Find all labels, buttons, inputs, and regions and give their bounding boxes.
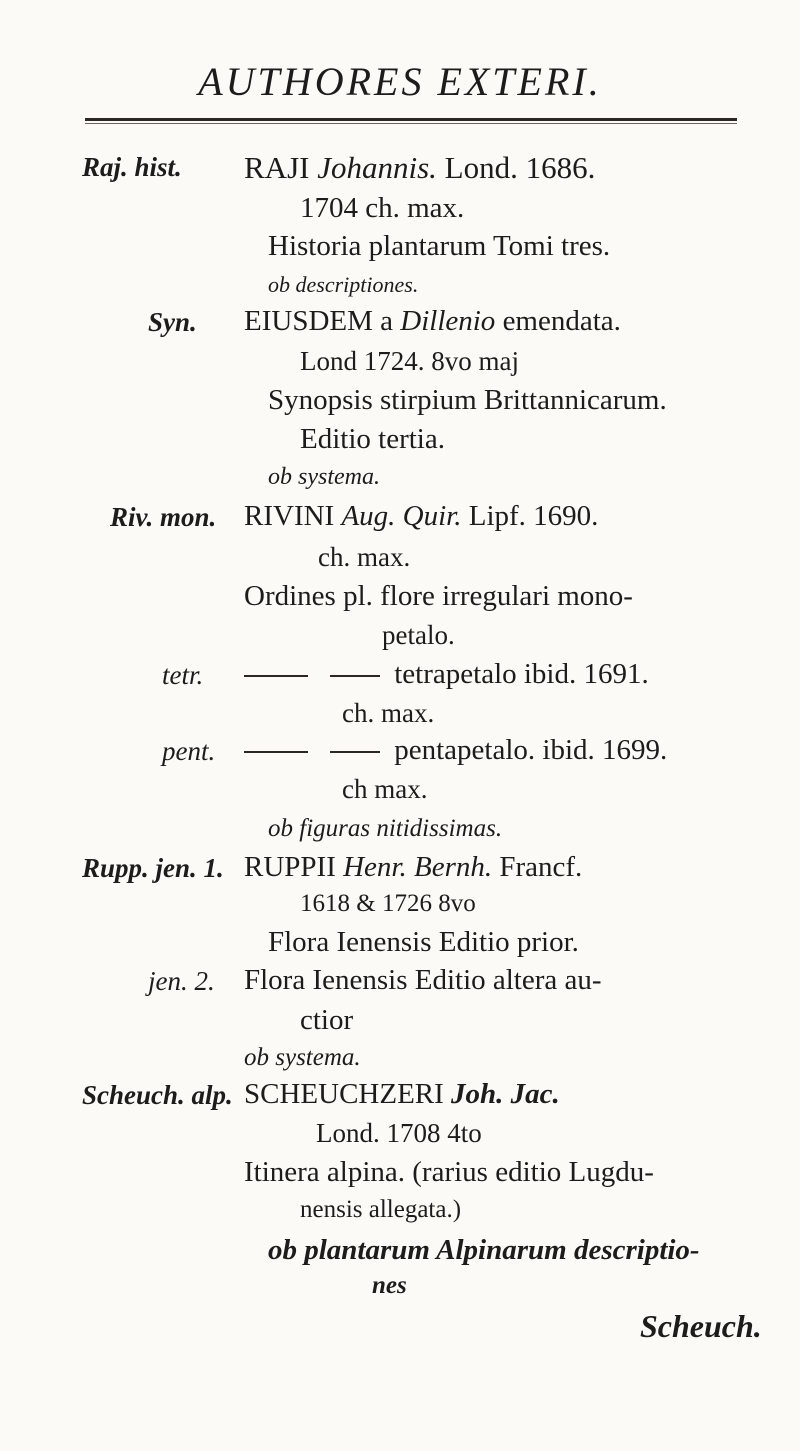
- side-abbr-syn: Syn.: [148, 307, 197, 337]
- entry-line: Historia plantarum Tomi tres.: [268, 230, 611, 262]
- catchword: Scheuch.: [640, 1308, 762, 1344]
- entry-line: EIUSDEM a Dillenio emendata.: [244, 305, 621, 337]
- entry-line: SCHEUCHZERI Joh. Jac.: [244, 1078, 560, 1110]
- entry-line: Flora Ienensis Editio altera au-: [244, 964, 602, 996]
- entry-line: Editio tertia.: [300, 423, 445, 455]
- entry-line: RUPPII Henr. Bernh. Francf.: [244, 851, 583, 883]
- entry-reason: ob systema.: [244, 1044, 361, 1071]
- entry-line: pentapetalo. ibid. 1699.: [244, 734, 667, 767]
- side-abbr-jen2: jen. 2.: [148, 966, 215, 996]
- entry-line: Lond. 1708 4to: [316, 1118, 482, 1148]
- entry-reason: ob plantarum Alpinarum descriptio-: [268, 1234, 700, 1266]
- header-rule: [85, 118, 737, 121]
- entry-line: ch. max.: [318, 542, 411, 572]
- side-abbr-pent: pent.: [162, 736, 216, 766]
- entry-line: Lond 1724. 8vo maj: [300, 346, 519, 376]
- entry-line: Ordines pl. flore irregulari mono-: [244, 580, 633, 612]
- entry-reason: ob systema.: [268, 464, 380, 490]
- entry-line: Itinera alpina. (rarius editio Lugdu-: [244, 1156, 654, 1188]
- entry-line: tetrapetalo ibid. 1691.: [244, 658, 649, 691]
- entry-reason: ob figuras nitidissimas.: [268, 815, 503, 842]
- entry-line: RIVINI Aug. Quir. Lipf. 1690.: [244, 500, 599, 532]
- header-rule-thin: [85, 123, 737, 124]
- entry-line: ctior: [300, 1004, 354, 1036]
- page-header: AUTHORES EXTERI.: [198, 59, 602, 104]
- side-abbr-tetr: tetr.: [162, 660, 204, 690]
- entry-line: petalo.: [382, 620, 455, 650]
- side-abbr-rupp: Rupp. jen. 1.: [82, 853, 224, 883]
- side-abbr-raj: Raj. hist.: [82, 152, 182, 182]
- entry-line: ch. max.: [342, 698, 435, 728]
- entry-reason-cont: nes: [372, 1272, 407, 1299]
- side-abbr-riv: Riv. mon.: [110, 502, 217, 532]
- entry-line: 1618 & 1726 8vo: [300, 890, 476, 917]
- entry-line: Flora Ienensis Editio prior.: [268, 926, 579, 958]
- entry-line: ch max.: [342, 774, 428, 804]
- side-abbr-scheuch: Scheuch. alp.: [82, 1080, 233, 1110]
- entry-line: RAJI Johannis. Lond. 1686.: [244, 150, 596, 185]
- entry-reason: ob descriptiones.: [268, 272, 419, 297]
- entry-line: 1704 ch. max.: [300, 192, 465, 224]
- entry-line: nensis allegata.): [300, 1196, 462, 1223]
- entry-line: Synopsis stirpium Brittannicarum.: [268, 384, 667, 416]
